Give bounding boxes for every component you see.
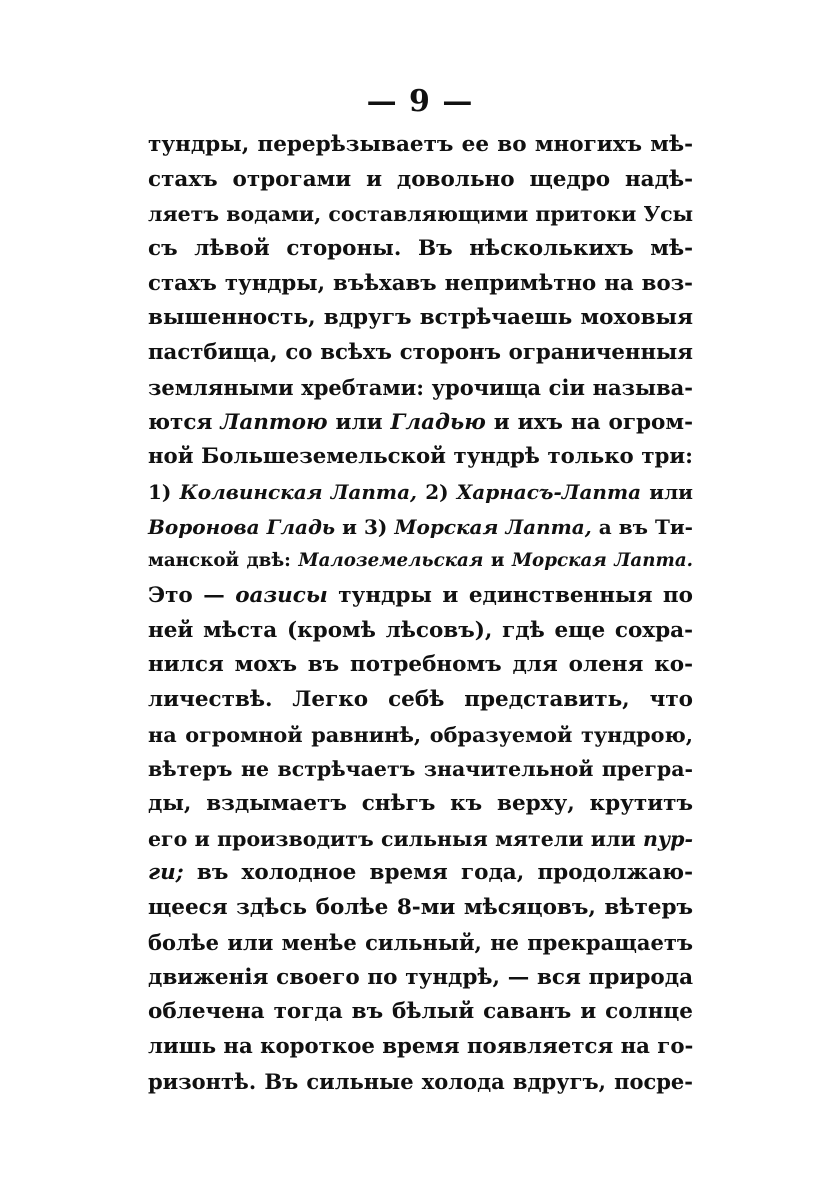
italic-term: пур- — [642, 826, 693, 851]
page-number: — 9 — — [366, 84, 474, 119]
text-line — [148, 232, 693, 267]
text-segment: пастбища, со всѣхъ сторонъ ограниченныя — [148, 340, 693, 366]
text-line — [148, 336, 693, 371]
text-line — [148, 614, 693, 649]
italic-term: Лаптою — [220, 409, 328, 435]
text-line — [148, 995, 693, 1030]
text-segment: болѣе или менѣе сильный, не прекращаетъ — [148, 929, 693, 955]
italic-term: Колвинская Лапта, — [179, 479, 418, 504]
text-segment: и — [483, 550, 512, 572]
text-segment: а въ Ти- — [591, 514, 693, 539]
text-line — [148, 371, 693, 406]
text-line — [148, 683, 693, 718]
text-line — [148, 475, 693, 510]
text-segment: щееся здѣсь болѣе 8-ми мѣсяцовъ, вѣтеръ — [148, 895, 693, 921]
text-line — [148, 163, 693, 198]
text-segment: земляными хребтами: урочища сіи называ- — [148, 374, 693, 400]
text-segment: личествѣ. Легко себѣ представить, что — [148, 687, 693, 712]
text-line — [148, 787, 693, 822]
text-segment: его и производитъ сильныя мятели или — [148, 826, 643, 851]
text-segment: 2) — [417, 479, 457, 504]
italic-term: ги; — [148, 860, 184, 886]
text-segment: на огромной равнинѣ, образуемой тундрою, — [148, 722, 693, 747]
text-segment: ляетъ водами, составляющими притоки Усы — [148, 202, 694, 227]
text-line — [148, 197, 693, 232]
text-segment: лишь на короткое время появляется на го- — [148, 1033, 694, 1059]
text-line — [148, 128, 693, 163]
text-line — [148, 579, 693, 614]
italic-term: Воронова Гладь — [148, 514, 336, 539]
text-line — [148, 926, 693, 961]
text-line — [148, 440, 693, 475]
italic-term: Гладью — [390, 409, 486, 435]
text-line — [148, 718, 693, 753]
text-segment: ней мѣста (кромѣ лѣсовъ), гдѣ еще сохра- — [148, 617, 693, 643]
text-segment: Это — — [148, 582, 236, 608]
text-line — [148, 648, 693, 683]
italic-term: Малоземельская — [298, 550, 484, 572]
text-segment: съ лѣвой стороны. Въ нѣсколькихъ мѣ- — [148, 236, 693, 262]
text-segment: и ихъ на огром- — [485, 409, 693, 435]
text-line — [148, 510, 693, 545]
text-segment: движенія своего по тундрѣ, — вся природа — [148, 964, 693, 990]
text-segment: 1) — [148, 479, 180, 504]
text-line — [148, 891, 693, 926]
italic-term: Харнасъ-Лапта — [456, 479, 642, 504]
text-segment: вѣтеръ не встрѣчаетъ значительной прегра- — [148, 757, 693, 782]
text-segment: вышенность, вдругъ встрѣчаешь моховыя — [148, 305, 693, 331]
text-segment: или — [641, 479, 694, 504]
text-line — [148, 856, 693, 891]
text-segment: нился мохъ въ потребномъ для оленя ко- — [148, 652, 693, 678]
text-segment: стахъ тундры, въѣхавъ непримѣтно на воз- — [148, 270, 693, 296]
text-line — [148, 406, 693, 441]
text-segment: тундры и единственныя по — [327, 582, 693, 608]
italic-term: оазисы — [235, 582, 328, 608]
text-segment: облечена тогда въ бѣлый саванъ и солнце — [148, 999, 693, 1025]
text-line — [148, 544, 693, 579]
text-line — [148, 822, 693, 857]
text-line — [148, 301, 693, 336]
text-line — [148, 961, 693, 996]
text-segment: ды, вздымаетъ снѣгъ къ верху, крутитъ — [148, 791, 693, 817]
text-segment: манской двѣ: — [148, 550, 299, 572]
text-segment: тундры, перерѣзываетъ ее во многихъ мѣ- — [148, 132, 693, 157]
text-segment: стахъ отрогами и довольно щедро надѣ- — [148, 166, 693, 192]
text-line — [148, 1030, 693, 1065]
italic-term: Морская Лапта, — [394, 514, 592, 539]
text-segment: или — [327, 409, 391, 435]
text-line — [148, 1065, 693, 1100]
text-line — [148, 267, 693, 302]
text-segment: въ холодное время года, продолжаю- — [183, 860, 693, 886]
text-segment: ются — [148, 409, 221, 435]
body-text — [148, 128, 693, 1099]
text-segment: ной Большеземельской тундрѣ только три: — [148, 444, 693, 470]
text-segment: и 3) — [335, 514, 395, 539]
text-segment: ризонтѣ. Въ сильные холода вдругъ, посре- — [148, 1068, 693, 1094]
italic-term: Морская Лапта. — [511, 550, 693, 572]
text-line — [148, 752, 693, 787]
